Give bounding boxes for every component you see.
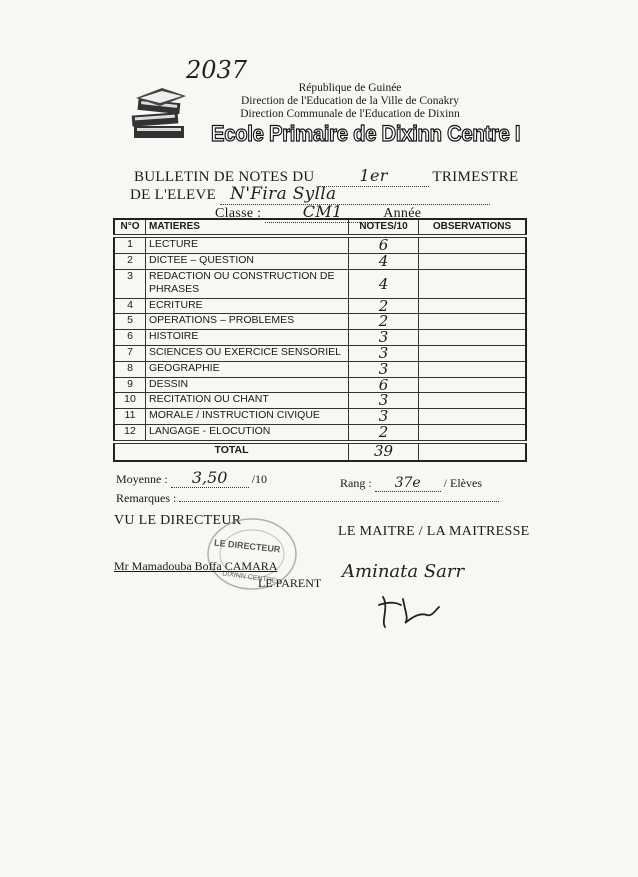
row-number: 9: [114, 377, 146, 393]
table-row: [114, 269, 526, 298]
note-value: 6: [349, 236, 419, 253]
col-header-notes: NOTES/10: [349, 219, 419, 236]
note-value: 3: [349, 409, 419, 425]
subject-name: HISTOIRE: [146, 330, 349, 346]
school-name: Ecole Primaire de Dixinn Centre I: [211, 121, 521, 146]
note-value: 2: [349, 314, 419, 330]
table-header-row: [114, 219, 526, 236]
subject-name: SCIENCES OU EXERCICE SENSORIEL: [146, 345, 349, 361]
observation-cell: [419, 314, 527, 330]
row-number: 8: [114, 361, 146, 377]
row-number: 6: [114, 330, 146, 346]
subject-name: GEOGRAPHIE: [146, 361, 349, 377]
note-value: 2: [349, 424, 419, 441]
stamp-ring-text: DIXINN CENTRE: [221, 570, 277, 585]
table-row: [114, 253, 526, 269]
table-row: [114, 361, 526, 377]
note-value: 3: [349, 393, 419, 409]
note-value: 4: [349, 253, 419, 269]
bulletin-title-label: BULLETIN DE NOTES DU: [134, 169, 315, 185]
trimester-value: 1er: [359, 166, 388, 185]
total-label: TOTAL: [114, 442, 349, 461]
class-label: Classe :: [215, 206, 262, 221]
observation-cell: [419, 330, 527, 346]
table-row: [114, 377, 526, 393]
observation-cell: [419, 377, 527, 393]
remarks-line: [116, 489, 499, 506]
trimester-label: TRIMESTRE: [432, 169, 519, 185]
total-observation-cell: [419, 442, 527, 461]
table-row: [114, 236, 526, 253]
total-value: 39: [349, 442, 419, 461]
student-label: DE L'ELEVE: [130, 187, 217, 203]
note-value: 2: [349, 298, 419, 314]
table-row: [114, 345, 526, 361]
subject-name: MORALE / INSTRUCTION CIVIQUE: [146, 409, 349, 425]
subject-name: LECTURE: [146, 236, 349, 253]
observation-cell: [419, 236, 527, 253]
observation-cell: [419, 253, 527, 269]
table-row: [114, 393, 526, 409]
average-line: [116, 468, 267, 488]
books-logo-icon: [128, 86, 192, 146]
row-number: 7: [114, 345, 146, 361]
row-number: 2: [114, 253, 146, 269]
subject-name: OPERATIONS – PROBLEMES: [146, 314, 349, 330]
subject-name: REDACTION OU CONSTRUCTION DE PHRASES: [146, 269, 349, 298]
row-number: 12: [114, 424, 146, 441]
rank-suffix: / Elèves: [443, 476, 482, 490]
note-value: 4: [349, 269, 419, 298]
row-number: 1: [114, 236, 146, 253]
teacher-label: LE MAITRE / LA MAITRESSE: [338, 524, 530, 539]
header-line-2: Direction de l'Education de la Ville de Conakry: [240, 95, 459, 107]
average-value: 3,50: [191, 468, 228, 487]
table-row: [114, 298, 526, 314]
average-label: Moyenne :: [116, 472, 168, 486]
observation-cell: [419, 424, 527, 441]
header-line-1: République de Guinée: [298, 82, 402, 94]
parent-signature-icon: [375, 593, 445, 631]
student-name: N'Fira Sylla: [230, 184, 337, 204]
col-header-observations: OBSERVATIONS: [419, 219, 527, 236]
observation-cell: [419, 298, 527, 314]
total-row: [114, 442, 526, 461]
note-value: 6: [349, 377, 419, 393]
subject-name: RECITATION OU CHANT: [146, 393, 349, 409]
subject-name: DESSIN: [146, 377, 349, 393]
rank-label: Rang :: [340, 476, 372, 490]
grades-table: [113, 218, 527, 462]
header-line-3: Direction Communale de l'Education de Dixinn: [240, 108, 460, 120]
table-row: [114, 314, 526, 330]
row-number: 10: [114, 393, 146, 409]
table-row: [114, 409, 526, 425]
year-label: Année: [383, 206, 422, 221]
class-value: CM1: [302, 202, 343, 221]
observation-cell: [419, 269, 527, 298]
remarks-label: Remarques :: [116, 491, 177, 505]
stamp-text: LE DIRECTEUR: [213, 537, 281, 555]
table-row: [114, 424, 526, 441]
note-value: 3: [349, 345, 419, 361]
table-row: [114, 330, 526, 346]
observation-cell: [419, 361, 527, 377]
row-number: 4: [114, 298, 146, 314]
subject-name: LANGAGE - ELOCUTION: [146, 424, 349, 441]
row-number: 5: [114, 314, 146, 330]
col-header-no: N°O: [114, 219, 146, 236]
subject-name: DICTEE – QUESTION: [146, 253, 349, 269]
col-header-subject: MATIERES: [146, 219, 349, 236]
average-suffix: /10: [251, 472, 267, 486]
teacher-signature: Aminata Sarr: [342, 561, 465, 582]
director-name: Mr Mamadouba Boffa CAMARA: [114, 559, 278, 573]
note-value: 3: [349, 330, 419, 346]
observation-cell: [419, 345, 527, 361]
row-number: 3: [114, 269, 146, 298]
subject-name: ECRITURE: [146, 298, 349, 314]
rank-value: 37e: [394, 475, 421, 491]
row-number: 11: [114, 409, 146, 425]
observation-cell: [419, 409, 527, 425]
parent-label: LE PARENT: [258, 576, 322, 590]
director-label: VU LE DIRECTEUR: [114, 513, 242, 528]
observation-cell: [419, 393, 527, 409]
reference-number: 2037: [186, 56, 248, 84]
note-value: 3: [349, 361, 419, 377]
